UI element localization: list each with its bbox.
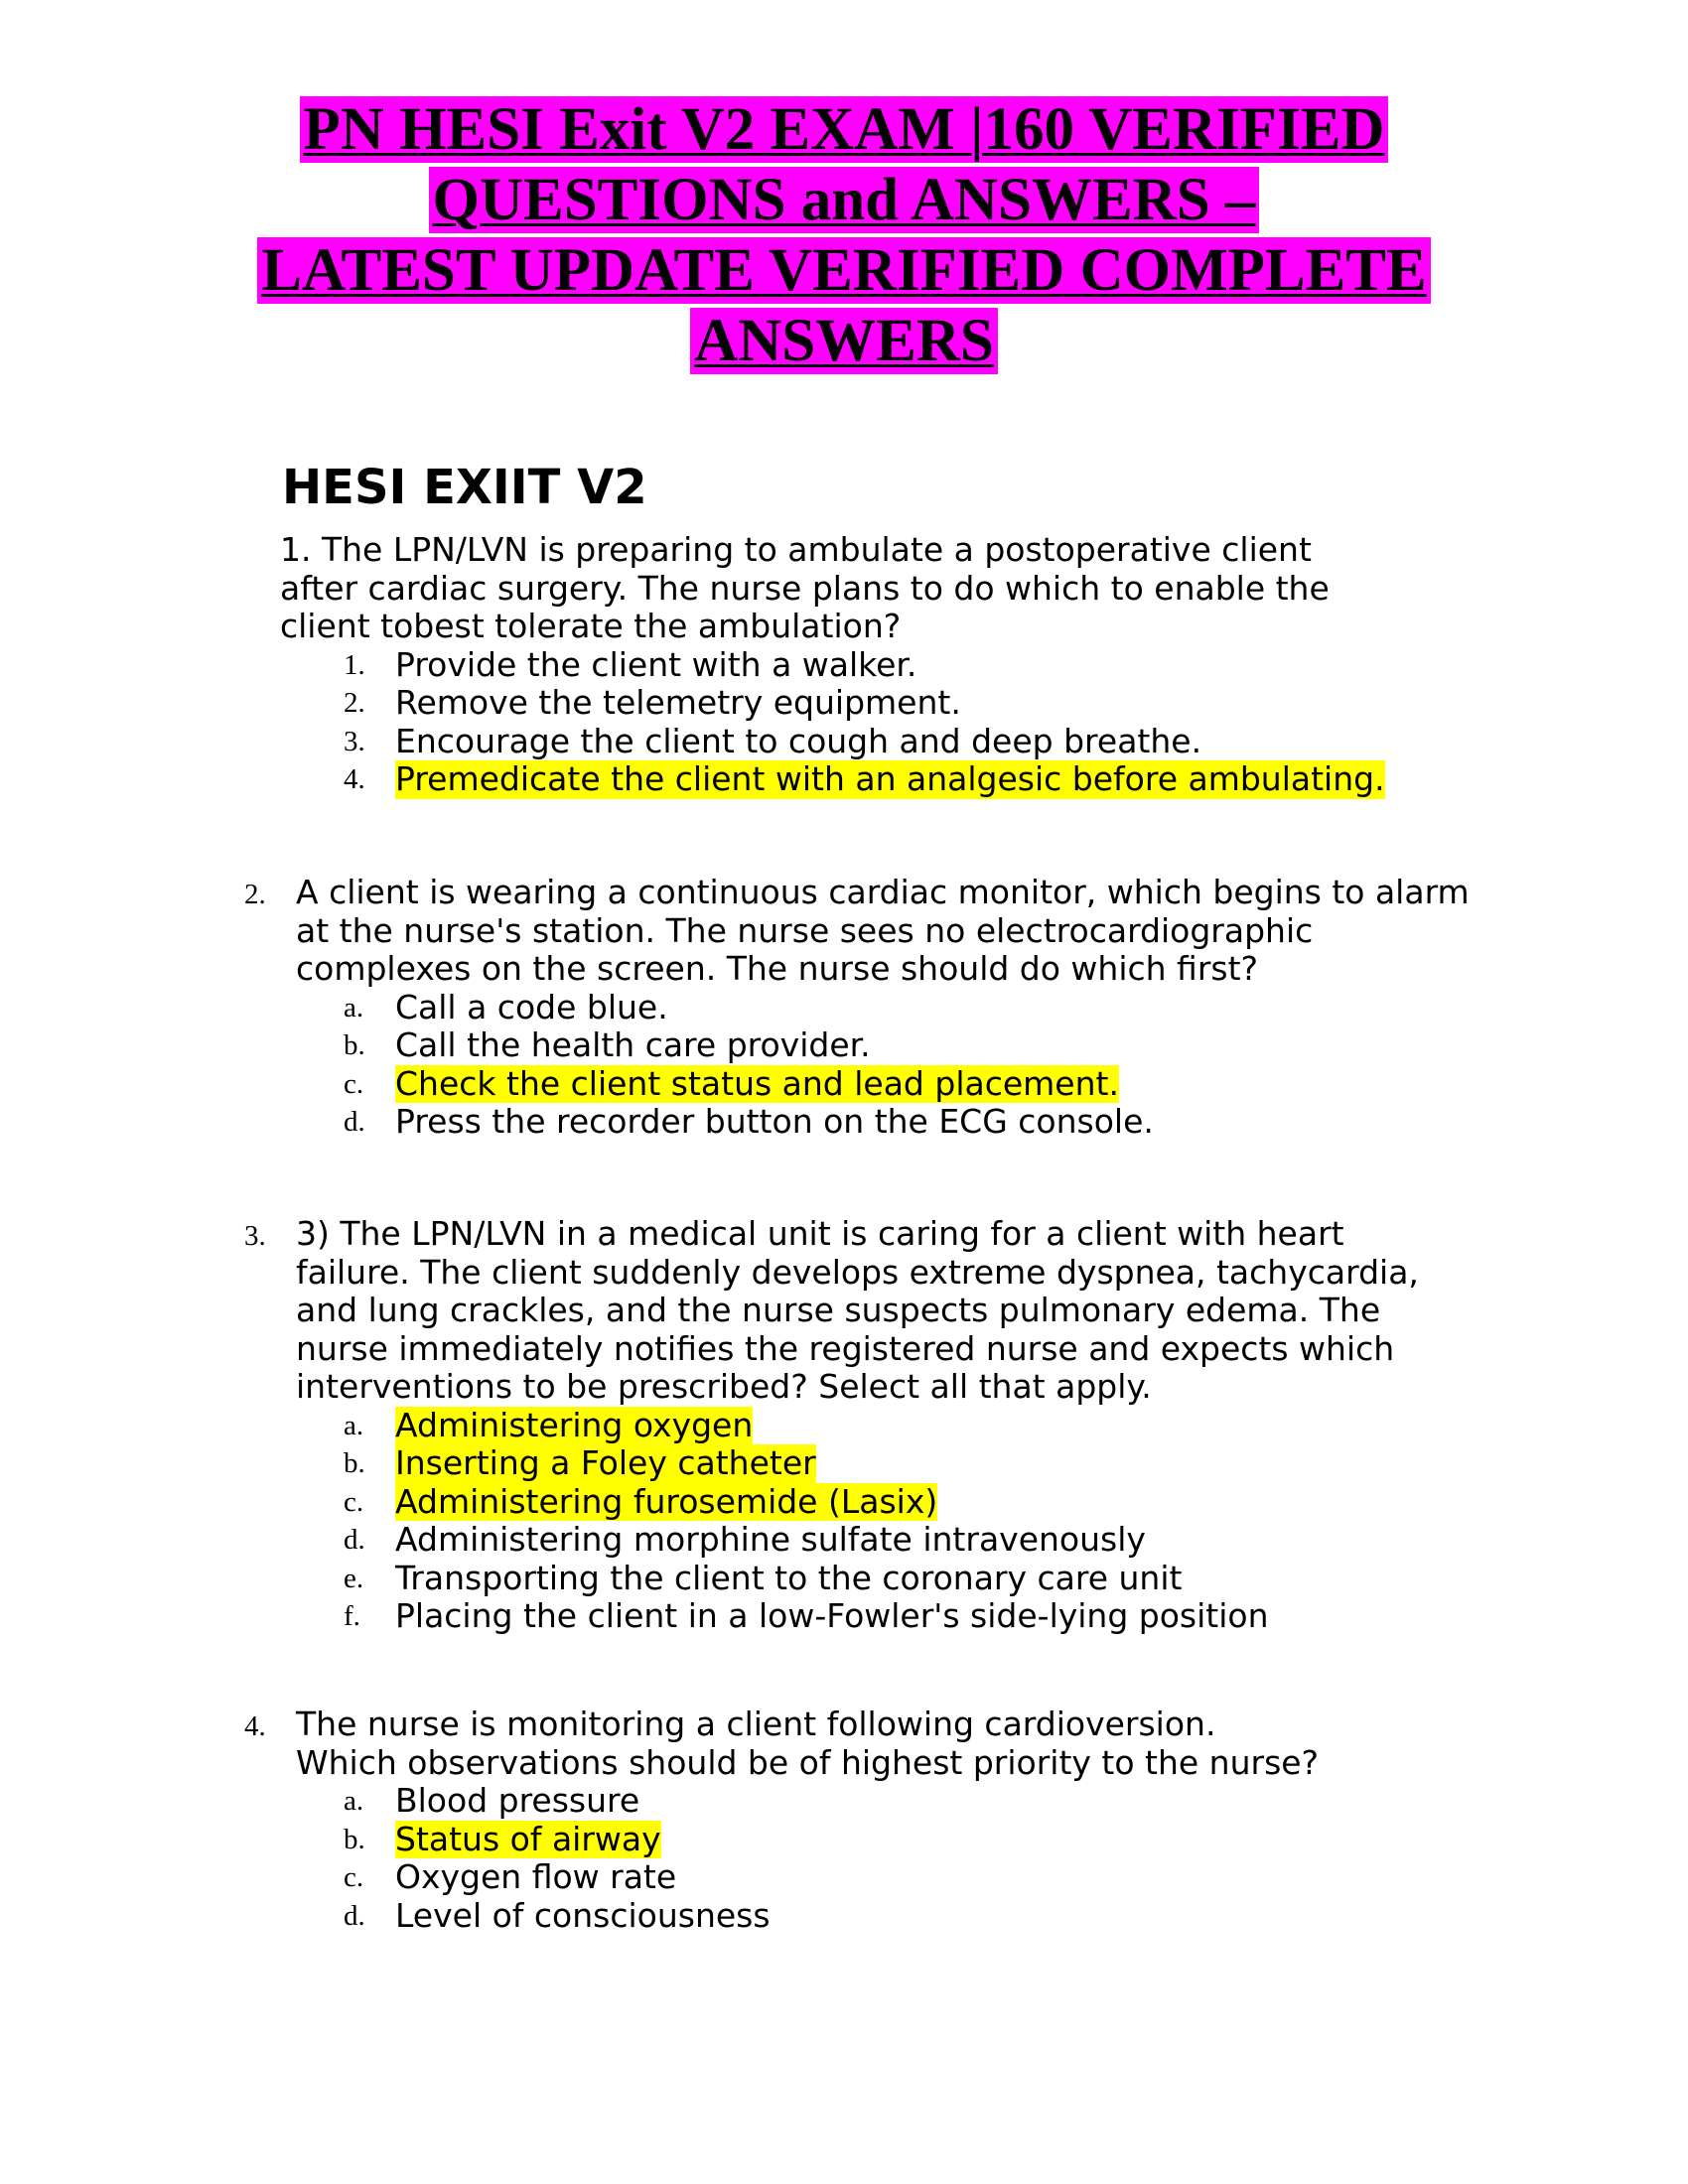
option-marker: b. — [344, 1029, 365, 1061]
question-stem-line: complexes on the screen. The nurse should do which first? — [296, 949, 1259, 988]
question-number: 2. — [244, 879, 266, 910]
option-text: Blood pressure — [395, 1781, 640, 1820]
option-marker: a. — [344, 991, 364, 1024]
option-marker: b. — [344, 1447, 365, 1479]
option-marker: a. — [344, 1785, 364, 1817]
question-stem-line: at the nurse's station. The nurse sees no electrocardiographic — [296, 910, 1314, 950]
question-stem-line: nurse immediately notifies the registered nurse and expects which — [296, 1328, 1395, 1368]
question-number: 3. — [244, 1220, 266, 1252]
document-title — [0, 94, 1688, 376]
option-text-highlighted: Administering furosemide (Lasix) — [395, 1481, 938, 1521]
option-text: Administering morphine sulfate intravenously — [395, 1520, 1146, 1559]
question-stem-line: 3) The LPN/LVN in a medical unit is caring for a client with heart — [296, 1214, 1344, 1253]
option-text: Remove the telemetry equipment. — [395, 683, 961, 722]
question-stem-line: and lung crackles, and the nurse suspects pulmonary edema. The — [296, 1291, 1381, 1329]
option-marker: 2. — [344, 687, 365, 719]
option-marker: c. — [344, 1067, 364, 1100]
option-marker: d. — [344, 1524, 365, 1556]
option-text: Call a code blue. — [395, 987, 668, 1026]
question-stem — [296, 874, 1527, 989]
question-stem-line: failure. The client suddenly develops extreme dyspnea, tachycardia, — [296, 1252, 1419, 1292]
question-stem-line: client tobest tolerate the ambulation? — [280, 607, 902, 645]
question-stem-line: The nurse is monitoring a client following cardioversion. — [296, 1705, 1216, 1743]
option-text: Call the health care provider. — [395, 1025, 871, 1064]
option-marker: d. — [344, 1106, 365, 1138]
option-marker: 1. — [344, 648, 365, 681]
question-stem-line: interventions to be prescribed? Select all that apply. — [296, 1367, 1152, 1406]
option-text: Encourage the client to cough and deep breathe. — [395, 721, 1202, 760]
option-marker: c. — [344, 1861, 364, 1893]
title-line: ANSWERS — [690, 308, 998, 374]
option-text: Placing the client in a low-Fowler's side-lying position — [395, 1596, 1269, 1635]
option-marker: a. — [344, 1409, 364, 1441]
title-line: QUESTIONS and ANSWERS – — [429, 167, 1260, 233]
question-stem-line: 1. The LPN/LVN is preparing to ambulate a postoperative client — [280, 530, 1312, 569]
option-text-highlighted: Status of airway — [395, 1819, 661, 1858]
option-text-highlighted: Check the client status and lead placement. — [395, 1063, 1119, 1103]
option-marker: 3. — [344, 725, 365, 757]
option-text: Oxygen flow rate — [395, 1857, 677, 1896]
title-line: LATEST UPDATE VERIFIED COMPLETE — [257, 237, 1430, 304]
title-line: PN HESI Exit V2 EXAM |160 VERIFIED — [300, 96, 1389, 163]
question-stem-line: after cardiac surgery. The nurse plans to do which to enable the — [280, 568, 1330, 608]
option-text: Level of consciousness — [395, 1895, 771, 1935]
option-marker: f. — [344, 1600, 360, 1632]
option-text: Press the recorder button on the ECG console. — [395, 1102, 1154, 1141]
question-stem-line: A client is wearing a continuous cardiac monitor, which begins to alarm — [296, 873, 1470, 911]
option-marker: b. — [344, 1823, 365, 1855]
option-text: Provide the client with a walker. — [395, 644, 917, 684]
section-heading: HESI EXIIT V2 — [282, 460, 647, 515]
option-text: Transporting the client to the coronary care unit — [395, 1558, 1183, 1597]
option-marker: c. — [344, 1485, 364, 1518]
option-text-highlighted: Administering oxygen — [395, 1405, 754, 1444]
option-text-highlighted: Inserting a Foley catheter — [395, 1443, 816, 1482]
option-marker: d. — [344, 1899, 365, 1932]
question-stem-line: Which observations should be of highest priority to the nurse? — [296, 1742, 1320, 1782]
question-number: 4. — [244, 1710, 266, 1742]
option-marker: 4. — [344, 763, 365, 795]
option-marker: e. — [344, 1562, 364, 1594]
option-text-highlighted: Premedicate the client with an analgesic before ambulating. — [395, 759, 1385, 798]
question-stem — [280, 531, 1511, 646]
question-stem — [296, 1706, 1527, 1782]
question-stem — [296, 1215, 1527, 1407]
